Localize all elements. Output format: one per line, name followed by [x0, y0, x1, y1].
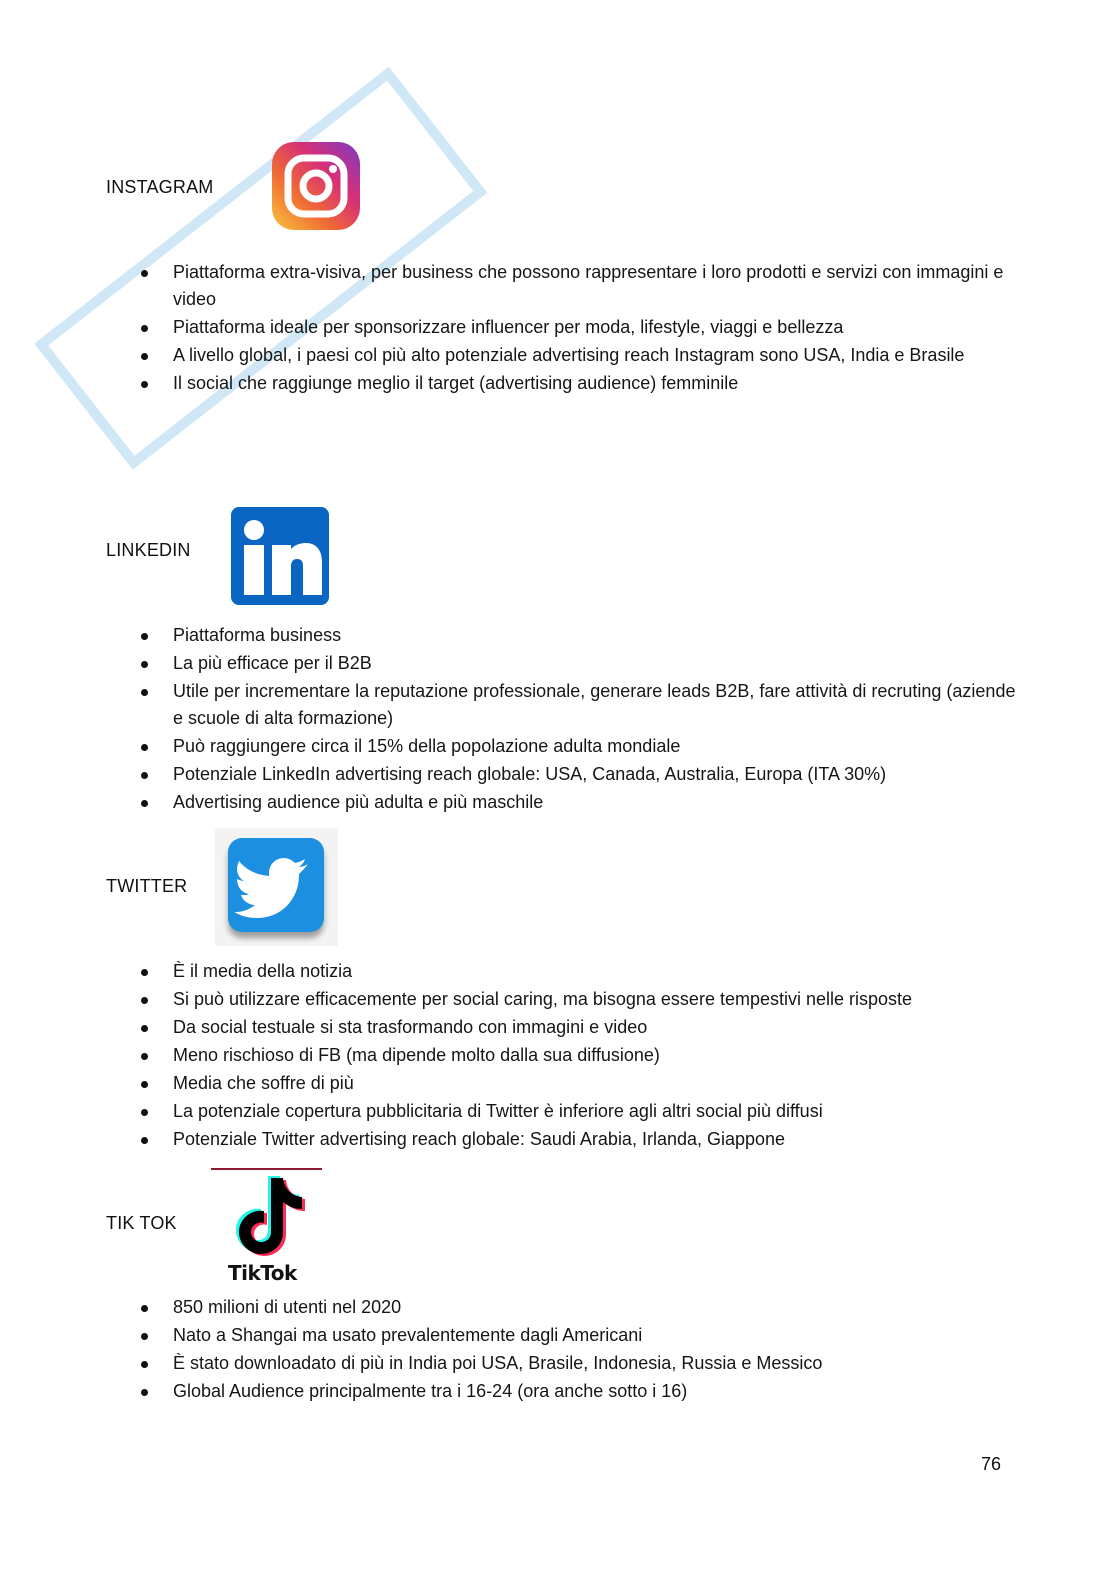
divider-line [211, 1168, 322, 1170]
linkedin-glyph [231, 507, 329, 605]
instagram-icon [270, 140, 362, 232]
list-item: Potenziale Twitter advertising reach globale: Saudi Arabia, Irlanda, Giappone [138, 1126, 1018, 1153]
list-item: Nato a Shangai ma usato prevalentemente dagli Americani [138, 1322, 1018, 1349]
list-item: 850 milioni di utenti nel 2020 [138, 1294, 1018, 1321]
twitter-bullet-list [138, 958, 1018, 1154]
twitter-bird-icon [228, 838, 324, 932]
list-item: Piattaforma business [138, 622, 1018, 649]
list-item: Da social testuale si sta trasformando con immagini e video [138, 1014, 1018, 1041]
page-number: 76 [981, 1454, 1002, 1474]
tiktok-wordmark: TikTok [228, 1261, 297, 1285]
instagram-bullet-list [138, 259, 1018, 398]
list-item: È il media della notizia [138, 958, 1018, 985]
list-item: Piattaforma ideale per sponsorizzare influencer per moda, lifestyle, viaggi e bellezza [138, 314, 1018, 341]
heading-linkedin: LINKEDIN [106, 540, 191, 560]
list-item: Advertising audience più adulta e più maschile [138, 789, 1018, 816]
tiktok-bullet-list [138, 1294, 1018, 1406]
list-item: Media che soffre di più [138, 1070, 1018, 1097]
list-item: È stato downloadato di più in India poi USA, Brasile, Indonesia, Russia e Messico [138, 1350, 1018, 1377]
list-item: Meno rischioso di FB (ma dipende molto dalla sua diffusione) [138, 1042, 1018, 1069]
list-item: A livello global, i paesi col più alto potenziale advertising reach Instagram sono USA, India e Brasile [138, 342, 1018, 369]
tiktok-icon [225, 1172, 315, 1262]
list-item: La potenziale copertura pubblicitaria di Twitter è inferiore agli altri social più diffusi [138, 1098, 1018, 1125]
linkedin-icon [231, 507, 329, 605]
list-item: La più efficace per il B2B [138, 650, 1018, 677]
twitter-logo-frame [215, 828, 338, 946]
twitter-icon [228, 838, 324, 932]
list-item: Utile per incrementare la reputazione professionale, generare leads B2B, fare attività di recruting (aziende e scuole di alta formazione) [138, 678, 1018, 732]
heading-twitter: TWITTER [106, 876, 188, 896]
linkedin-bullet-list [138, 622, 1018, 817]
list-item: Può raggiungere circa il 15% della popolazione adulta mondiale [138, 733, 1018, 760]
list-item: Global Audience principalmente tra i 16-24 (ora anche sotto i 16) [138, 1378, 1018, 1405]
list-item: Piattaforma extra-visiva, per business che possono rappresentare i loro prodotti e servizi con immagini e video [138, 259, 1018, 313]
heading-instagram: INSTAGRAM [106, 177, 214, 197]
list-item: Il social che raggiunge meglio il target (advertising audience) femminile [138, 370, 1018, 397]
heading-tiktok: TIK TOK [106, 1213, 177, 1233]
list-item: Si può utilizzare efficacemente per social caring, ma bisogna essere tempestivi nelle risposte [138, 986, 1018, 1013]
list-item: Potenziale LinkedIn advertising reach globale: USA, Canada, Australia, Europa (ITA 30%) [138, 761, 1018, 788]
